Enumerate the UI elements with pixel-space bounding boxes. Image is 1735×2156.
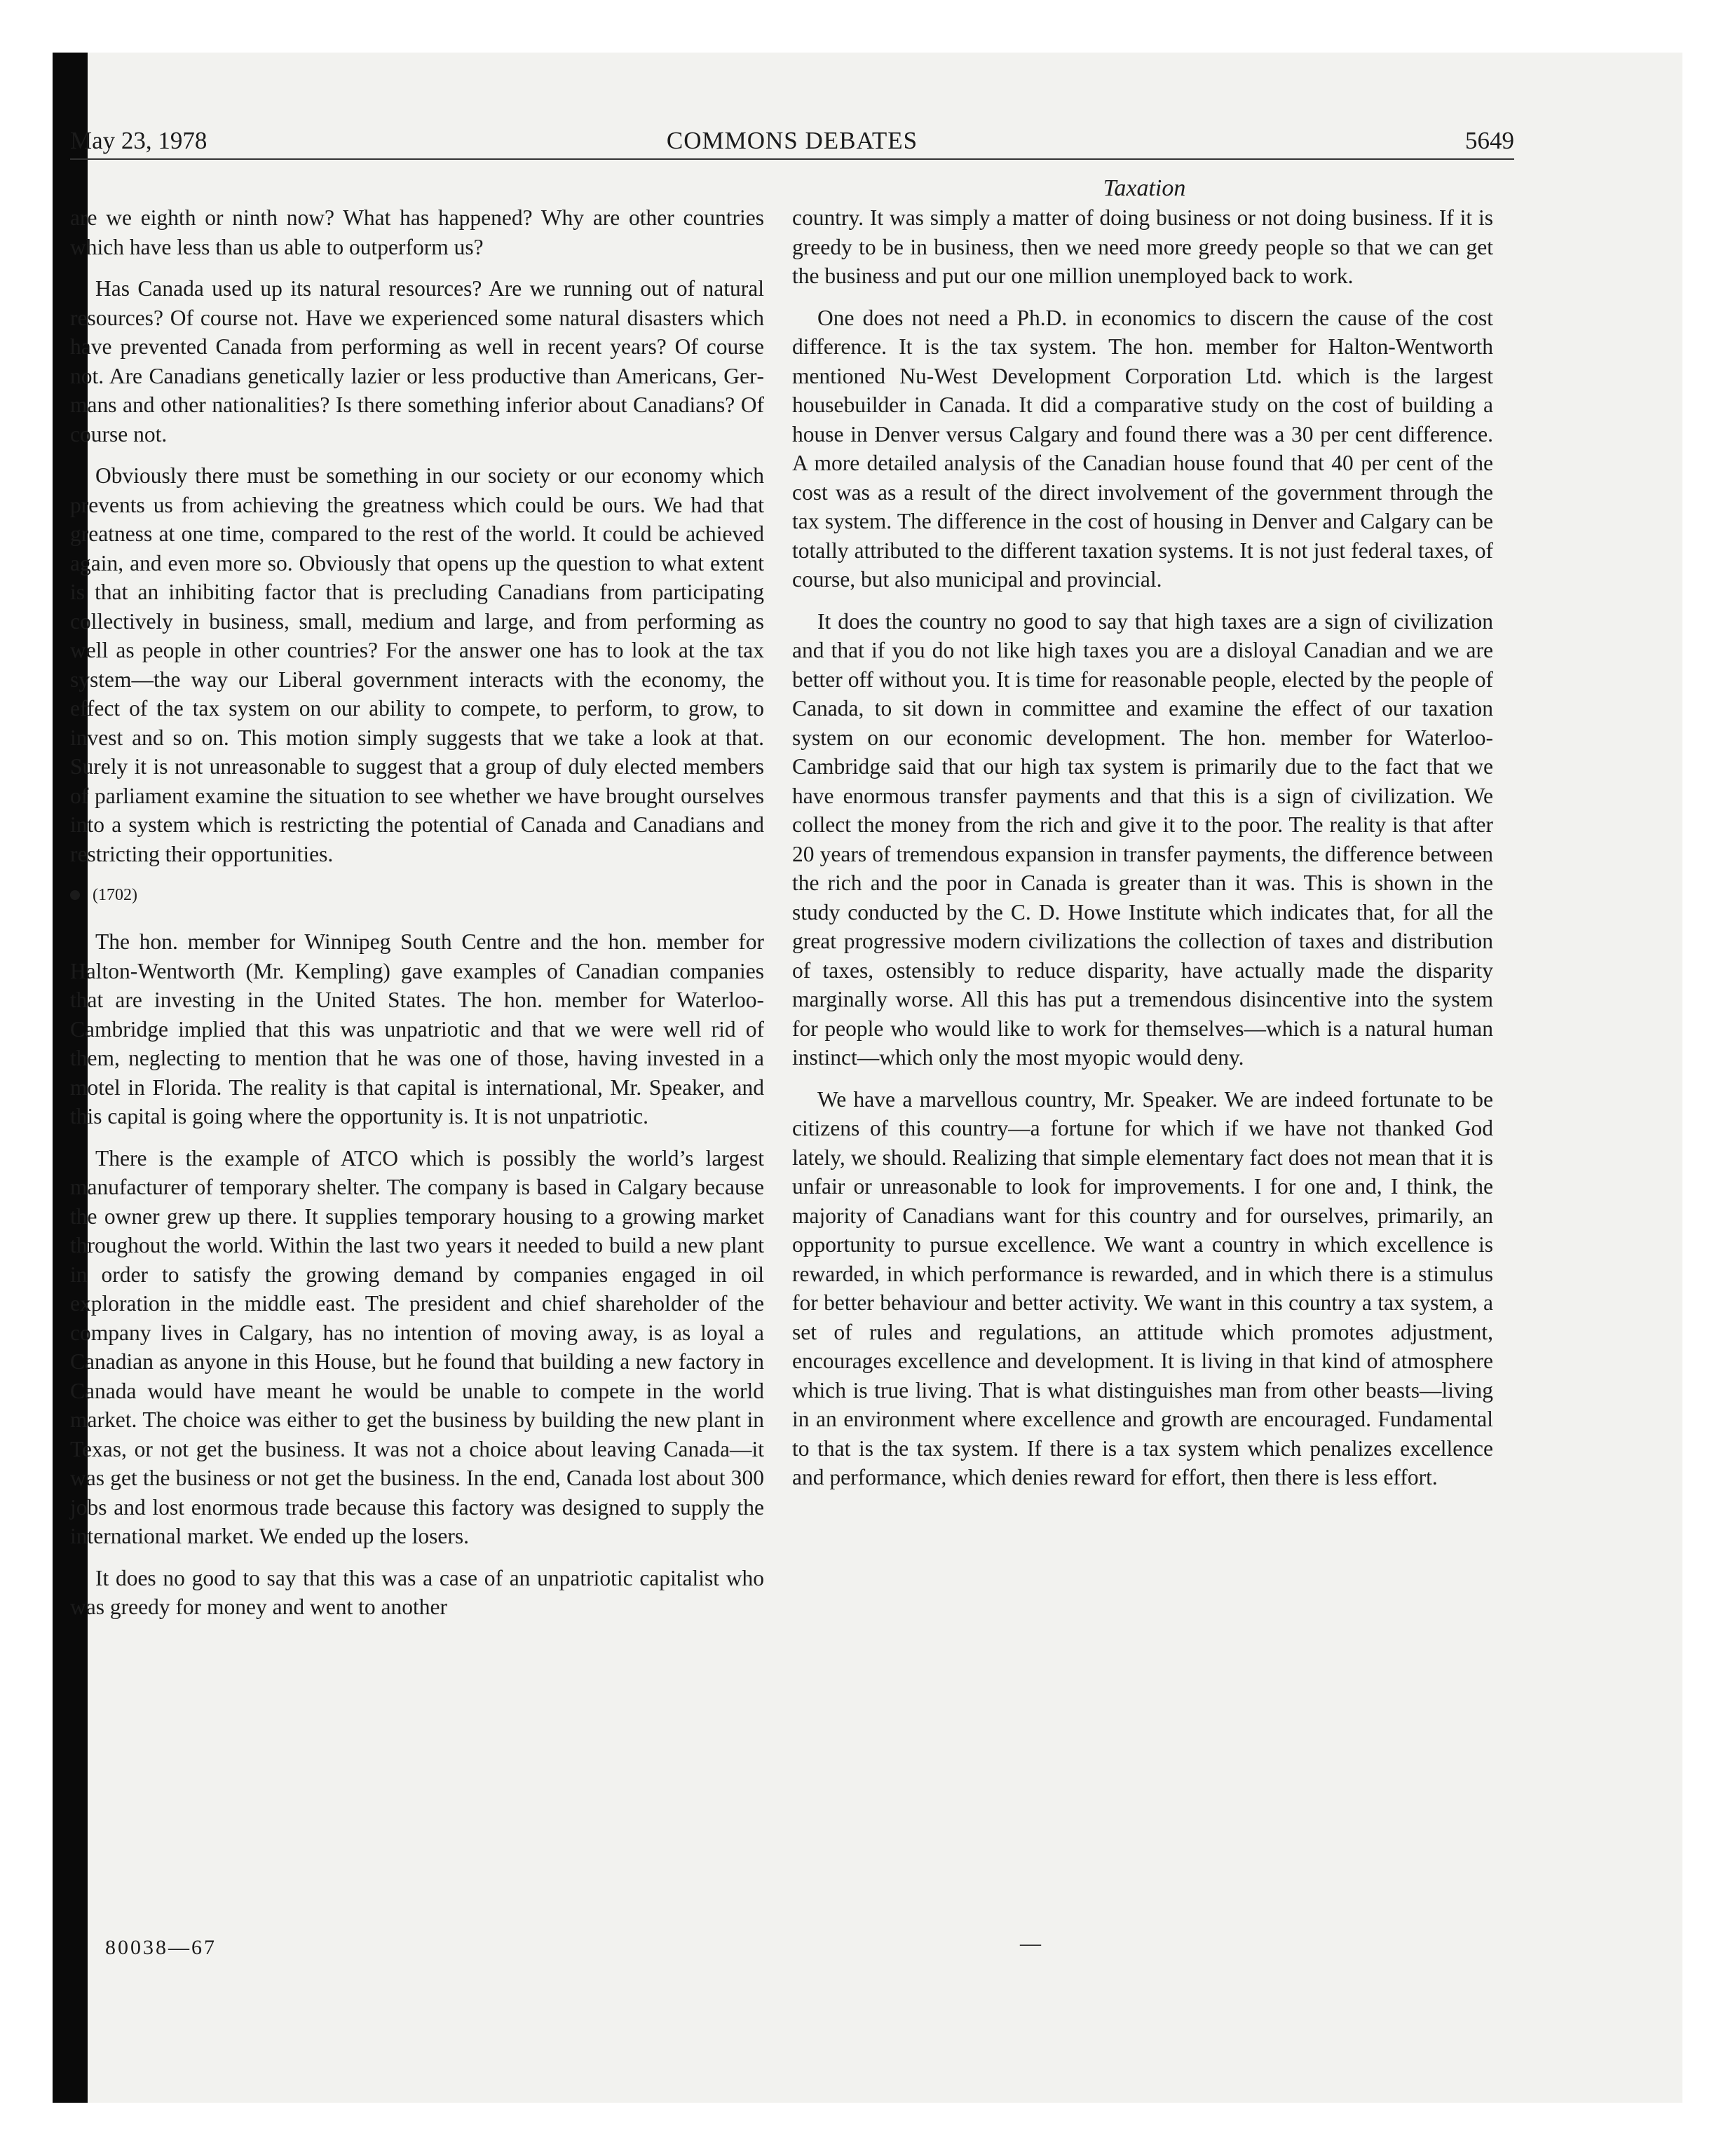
- footer-dash: —: [1020, 1932, 1041, 1955]
- paragraph: One does not need a Ph.D. in economics to discern the cause of the cost difference. It is the tax system. The hon. member for Halton-Wentworth mentioned Nu-West Development Corporation Ltd. which is the largest housebuilder in Canada. It did a comparative study on the cost of building a house in Denver versus Calgary and found there was a 30 per cent difference. A more detailed analysis of the Canadian house found that 40 per cent of the cost was as a result of the direct involvement of the government through the tax system. The difference in the cost of housing in Denver and Calgary can be totally attributed to the different taxation systems. It is not just federal taxes, of course, but also municipal and provincial.: [792, 305, 1493, 592]
- paragraph: It does the country no good to say that high taxes are a sign of civilization and that if you do not like high taxes you are a disloyal Canadian and we are better off without you. It is time for reasonable people, elected by the people of Canada, to sit down in committee and examine the effect of our taxation system on our economic development. The hon. member for Waterloo-Cambridge said that our high tax system is primarily due to the fact that we have enormous transfer payments and that this is a sign of civilization. We collect the money from the rich and give it to the poor. The reality is that after 20 years of tremendous expansion in transfer payments, the difference between the rich and the poor in Canada is greater than it was. This is shown in the study conducted by the C. D. Howe Institute which indicates that, for all the great progressive modern civilizations the collection of taxes and distribution of taxes, ostensibly to reduce disparity, have actually made the disparity marginally worse. All this has put a tremendous disincentive into the system for people who would like to work for themselves—which is a natural human instinct—which only the most myopic would deny.: [792, 608, 1493, 1070]
- header-title: COMMONS DEBATES: [666, 127, 918, 154]
- right-column: [792, 203, 1493, 1505]
- paragraph: Has Canada used up its natural resources? Are we running out of natural resources? Of course not. Have we experienced some natural disasters which have prevented Canada from performing as well in recent years? Of course not. Are Canadians genetically lazier or less productive than Americans, Germans and other nationalities? Is there something inferior about Canadians? Of course not.: [70, 276, 764, 446]
- left-column: [70, 203, 764, 1635]
- footer-code: 80038—67: [105, 1936, 217, 1959]
- paragraph: The hon. member for Winnipeg South Centre and the hon. member for Halton-Wentworth (Mr. Kempling) gave examples of Canadian companies that are investing in the United States. The hon. member for Waterloo-Cambridge implied that this was unpatriotic and that we were well rid of them, neglecting to mention that he was one of those, having invested in a motel in Florida. The reality is that capital is international, Mr. Speaker, and this capital is going where the opportunity is. It is not unpatriotic.: [70, 929, 764, 1128]
- time-marker: [70, 881, 764, 909]
- header-rule: [70, 158, 1514, 160]
- time-marker-label: (1702): [93, 886, 137, 904]
- paragraph: Obviously there must be something in our society or our economy which prevents us from achieving the greatness which could be ours. We had that greatness at one time, compared to the rest of the world. It could be achieved again, and even more so. Obviously that opens up the question to what extent is that an inhibiting factor that is precluding Canadians from participating collectively in business, small, medium and large, and from performing as well as people in other countries? For the answer one has to look at the tax system—the way our Liberal government interacts with the economy, the effect of the tax system on our ability to compete, to perform, to grow, to invest and so on. This motion simply suggests that we take a look at that. Surely it is not unreasonable to suggest that a group of duly elected members of parliament examine the situation to see whether we have brought ourselves into a system which is restricting the potential of Canada and Canadians and restricting their opportunities.: [70, 463, 764, 866]
- paragraph: are we eighth or ninth now? What has happened? Why are other countries which have less than us able to outperform us?: [70, 205, 764, 259]
- paragraph: We have a marvellous country, Mr. Speaker. We are indeed fortunate to be citizens of this country—a fortune for which if we have not thanked God lately, we should. Realizing that simple elementary fact does not mean that it is unfair or unreasonable to look for improvements. I for one and, I think, the majority of Canadians want for this country and for ourselves, primarily, an opportunity to pursue excellence. We want a country in which excellence is rewarded, in which performance is rewarded, and in which there is a stimulus for better behaviour and better activity. We want in this country a tax system, a set of rules and regulations, an attitude which promotes adjustment, encourages excellence and development. It is living in that kind of atmosphere which is true living. That is what distinguishes man from other beasts—living in an environment where excellence and growth are encouraged. Fundamental to that is the tax system. If there is a tax system which penalizes excellence and performance, which denies reward for effort, then there is less effort.: [792, 1086, 1493, 1489]
- paragraph: It does no good to say that this was a case of an unpatriotic capitalist who was greedy for money and went to another: [70, 1565, 764, 1619]
- page-header: [70, 119, 1514, 163]
- header-date: May 23, 1978: [70, 127, 207, 154]
- paragraph: There is the example of ATCO which is possibly the world’s largest manufacturer of temporary shelter. The company is based in Calgary because the owner grew up there. It supplies temporary housing to a growing market throughout the world. Within the last two years it needed to build a new plant in order to satisfy the growing demand by companies engaged in oil exploration in the middle east. The president and chief shareholder of the company lives in Calgary, has no intention of moving away, is as loyal a Canadian as anyone in this House, but he found that building a new factory in Canada would have meant he would be unable to compete in the world market. The choice was either to get the business by building the new plant in Texas, or not get the business. It was not a choice about leaving Canada—it was get the business or not get the business. In the end, Canada lost about 300 jobs and lost enormous trade because this factory was designed to supply the international market. We ended up the losers.: [70, 1145, 764, 1548]
- paragraph: country. It was simply a matter of doing business or not doing business. If it is greedy to be in business, then we need more greedy people so that we can get the business and put our one million unemployed back to work.: [792, 205, 1493, 288]
- header-page-number: 5649: [1465, 127, 1514, 154]
- section-label: Taxation: [1103, 175, 1186, 201]
- bullet-icon: [70, 890, 80, 900]
